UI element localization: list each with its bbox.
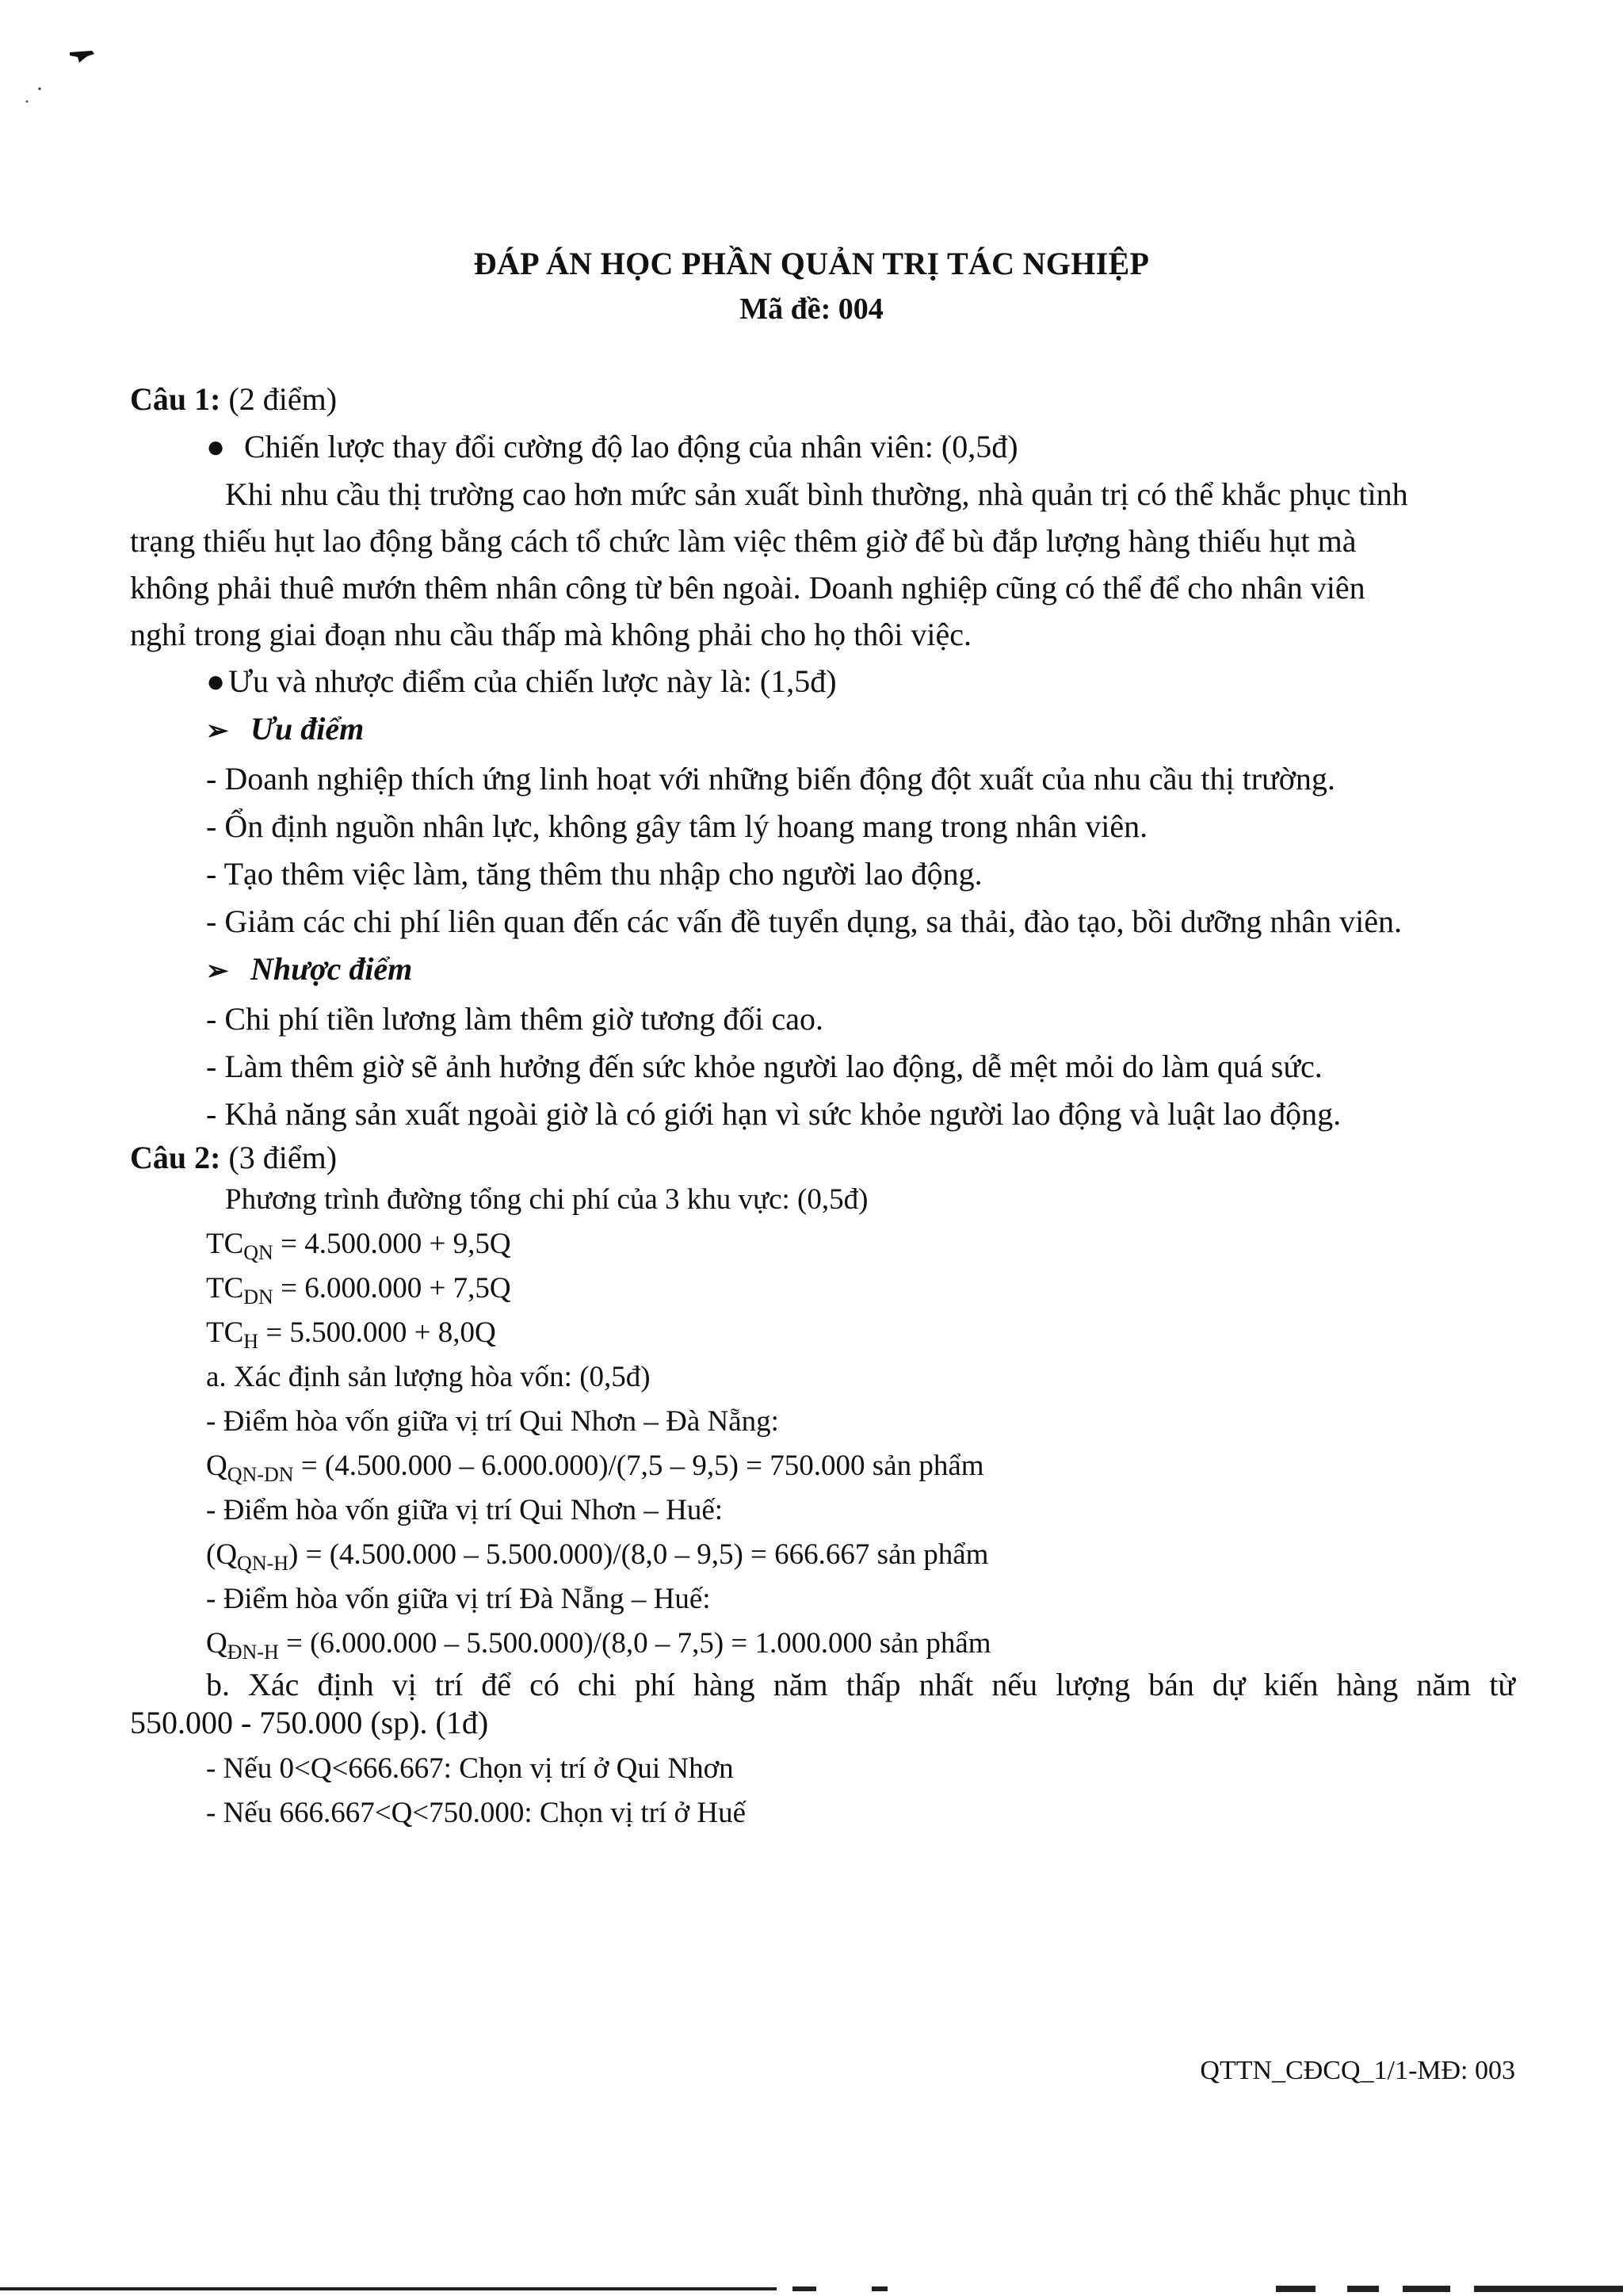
answer-content <box>130 376 1515 1836</box>
question-2-points: (3 điểm) <box>220 1140 338 1175</box>
case-item: - Nếu 0<Q<666.667: Chọn vị trí ở Qui Nhơn <box>206 1752 734 1785</box>
bullet-pros-cons-label: Ưu và nhược điểm của chiến lược này là: <box>228 663 760 699</box>
equation-tc-dn: $TC_{DN} = 6.000.000 + 7,5Q$ <box>206 1272 511 1308</box>
header <box>0 241 1623 331</box>
equation-tc-qn: $TC_{QN} = 4.500.000 + 9,5Q$ <box>206 1228 511 1264</box>
arrow-bullet-icon: ➢ <box>206 957 229 986</box>
disadvantage-item: - Làm thêm giờ sẽ ảnh hưởng đến sức khỏe người lao động, dễ mệt mỏi do làm quá sức. <box>206 1049 1323 1084</box>
breakeven-3-label: - Điểm hòa vốn giữa vị trí Đà Nẵng – Huế: <box>206 1583 711 1615</box>
bullet-pros-cons-points: (1,5đ) <box>759 663 837 699</box>
advantage-item: - Giảm các chi phí liên quan đến các vấn đề tuyển dụng, sa thải, đào tạo, bồi dưỡng nhân viên. <box>206 904 1403 939</box>
question-2-label: Câu 2: <box>130 1140 221 1175</box>
paragraph-line: nghỉ trong giai đoạn nhu cầu thấp mà không phải cho họ thôi việc. <box>130 617 972 652</box>
question-2-heading <box>130 1138 1515 1178</box>
scan-mark-icon <box>68 49 95 63</box>
arrow-bullet-icon: ➢ <box>206 716 229 746</box>
breakeven-1-label: - Điểm hòa vốn giữa vị trí Qui Nhơn – Đà Nẵng: <box>206 1405 779 1438</box>
advantage-item: - Doanh nghiệp thích ứng linh hoạt với những biến động đột xuất của nhu cầu thị trường. <box>206 761 1335 797</box>
bullet-strategy <box>130 423 1515 471</box>
question-1-points: (2 điểm) <box>220 381 338 417</box>
breakeven-1-equation: $Q_{QN-DN} = (4.500.000 - 6.000.000)/(7,5 - 9,5) = 750.000$ sản phẩm <box>206 1450 984 1486</box>
disadvantages-heading: ➢ Nhược điểm <box>130 946 1515 995</box>
scan-speck-icon <box>22 86 46 108</box>
advantage-item: - Tạo thêm việc làm, tăng thêm thu nhập cho người lao động. <box>206 856 983 892</box>
advantages-heading: ➢ Ưu điểm <box>130 705 1515 755</box>
bullet-icon: ● <box>206 663 226 699</box>
paragraph-line: không phải thuê mướn thêm nhân công từ bên ngoài. Doanh nghiệp cũng có thể để cho nhân viên <box>130 570 1365 606</box>
part-b-line: 550.000 - 750.000 (sp). (1đ) <box>130 1705 489 1740</box>
document-title: ĐÁP ÁN HỌC PHẦN QUẢN TRỊ TÁC NGHIỆP <box>473 246 1150 281</box>
case-item: - Nếu 666.667<Q<750.000: Chọn vị trí ở Huế <box>206 1797 746 1829</box>
footer-code: QTTN_CĐCQ_1/1-MĐ: 003 <box>1200 2056 1515 2085</box>
cost-equation-intro: Phương trình đường tổng chi phí của 3 khu vực: (0,5đ) <box>225 1183 869 1216</box>
equation-tc-h: $TC_H = 5.500.000 + 8,0Q$ <box>206 1316 496 1353</box>
question-1-heading <box>130 376 1515 423</box>
exam-code: Mã đề: 004 <box>739 292 884 326</box>
bullet-icon: ● <box>206 429 226 464</box>
disadvantage-item: - Chi phí tiền lương làm thêm giờ tương đối cao. <box>206 1001 823 1037</box>
bullet-strategy-points: (0,5đ) <box>941 429 1018 464</box>
disadvantage-item: - Khả năng sản xuất ngoài giờ là có giới hạn vì sức khỏe người lao động và luật lao động. <box>206 1096 1342 1132</box>
bullet-strategy-label: Chiến lược thay đổi cường độ lao động của nhân viên: <box>244 429 941 464</box>
question-1-label: Câu 1: <box>130 381 221 417</box>
scan-bottom-border <box>0 2284 1623 2294</box>
bullet-pros-cons <box>130 658 1515 705</box>
advantage-item: - Ổn định nguồn nhân lực, không gây tâm lý hoang mang trong nhân viên. <box>206 808 1148 844</box>
part-a-heading: a. Xác định sản lượng hòa vốn: (0,5đ) <box>206 1361 651 1393</box>
strategy-paragraph <box>130 471 1515 658</box>
part-b-line: b. Xác định vị trí để có chi phí hàng năm thấp nhất nếu lượng bán dự kiến hàng năm từ <box>206 1667 1515 1702</box>
paragraph-line: Khi nhu cầu thị trường cao hơn mức sản xuất bình thường, nhà quản trị có thể khắc phục tình <box>225 476 1408 512</box>
breakeven-2-equation: $(Q_{QN-H}) = (4.500.000 - 5.500.000)/(8,0 - 9,5) = 666.667$ sản phẩm <box>206 1538 989 1575</box>
breakeven-2-label: - Điểm hòa vốn giữa vị trí Qui Nhơn – Huế: <box>206 1494 724 1526</box>
paragraph-line: trạng thiếu hụt lao động bằng cách tổ chức làm việc thêm giờ để bù đắp lượng hàng thiếu hụt mà <box>130 523 1357 559</box>
breakeven-3-equation: $Q_{ĐN-H} = (6.000.000 - 5.500.000)/(8,0 - 7,5) = 1.000.000$ sản phẩm <box>206 1627 991 1664</box>
part-b-heading <box>130 1666 1515 1742</box>
